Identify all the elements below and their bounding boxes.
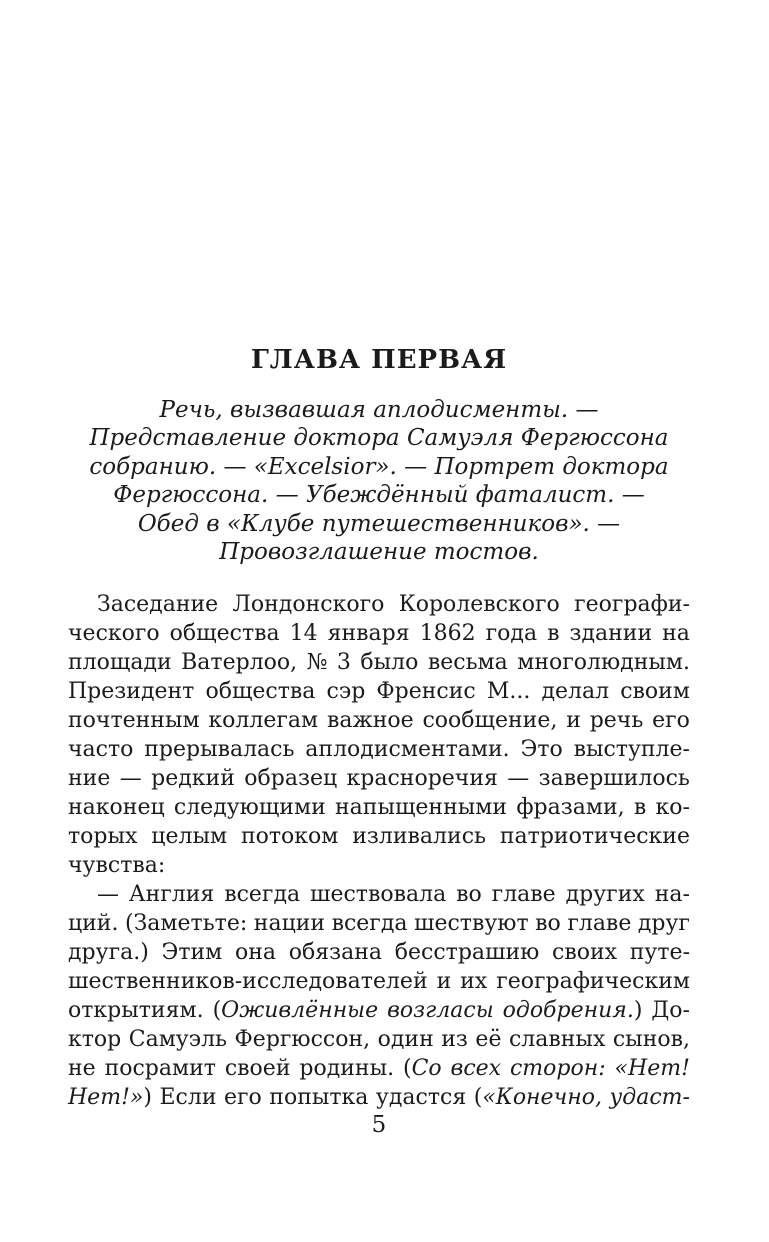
chapter-title: ГЛАВА ПЕРВАЯ	[250, 345, 508, 375]
text-line: чувства:	[68, 853, 166, 878]
chapter-epigraph	[68, 396, 690, 566]
page-number: 5	[371, 1112, 387, 1138]
text-line: друга.) Этим она обязана бесстрашию своих путе-	[68, 940, 690, 965]
body-text	[68, 590, 690, 1112]
text-line: ческого общества 14 января 1862 года в здании на	[68, 621, 690, 646]
text-line: часто прерывалась аплодисментами. Это выступле-	[68, 737, 690, 762]
text-line: шественников-исследователей и их географическим	[68, 969, 690, 994]
text-line: не посрамит своей родины. (Со всех сторон: «Нет!	[68, 1056, 690, 1081]
text-line: ние — редкий образец красноречия — завершилось	[68, 766, 690, 791]
epigraph-line: Представление доктора Самуэля Фергюссона	[89, 425, 669, 452]
text-line: Нет!») Если его попытка удастся («Конечно, удаст-	[68, 1085, 690, 1110]
text-line: — Англия всегда шествовала во главе других на-	[97, 882, 690, 907]
epigraph-line: Обед в «Клубе путешественников». —	[137, 510, 621, 537]
text-line: площади Ватерлоо, № 3 было весьма многолюдным.	[68, 650, 690, 675]
text-line: торых целым потоком изливались патриотические	[68, 824, 690, 849]
text-line: открытиям. (Оживлённые возгласы одобрения.) До-	[68, 998, 690, 1023]
text-line: наконец следующими напыщенными фразами, в ко-	[68, 795, 690, 820]
epigraph-line: собранию. — «Excelsior». — Портрет доктора	[89, 453, 669, 480]
text-line: почтенным коллегам важное сообщение, и речь его	[68, 708, 690, 733]
epigraph-line: Фергюссона. — Убеждённый фаталист. —	[113, 482, 645, 509]
epigraph-line: Речь, вызвавшая аплодисменты. —	[159, 397, 599, 423]
text-line: ктор Самуэль Фергюссон, один из её славных сынов,	[68, 1027, 690, 1052]
text-line: Президент общества сэр Френсис М... делал своим	[68, 679, 690, 704]
text-line: Заседание Лондонского Королевского географи-	[97, 592, 690, 617]
epigraph-line: Провозглашение тостов.	[219, 539, 539, 566]
text-line: ций. (Заметьте: нации всегда шествуют во главе друг	[68, 911, 690, 936]
